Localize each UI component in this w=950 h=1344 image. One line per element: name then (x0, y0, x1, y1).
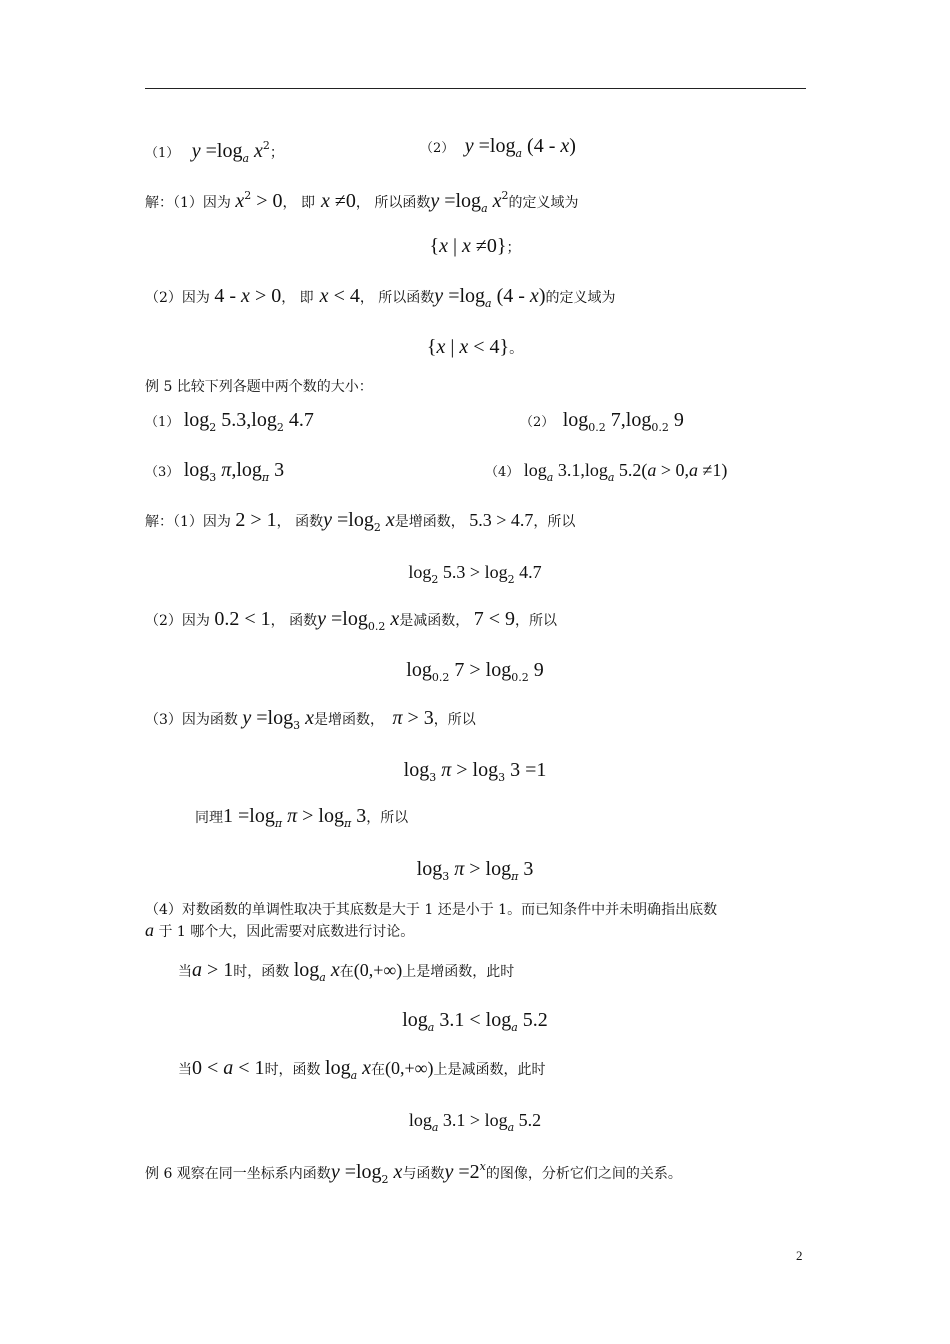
example-5-row-2: （3） $\log_3 \pi,\log_\pi$ 3 （4） $\log_a 3.1,\log_a$ 5.2(a > 0,a ≠1) (145, 459, 728, 484)
solution-line-2: （2）因为 4 - x > 0， 即 x < 4， 所以函数$y =\log_a$ (4 - x)的定义域为 (145, 285, 616, 310)
result-case-1: $\log_a 3.1 < \log_a 5.2$ (402, 1009, 548, 1034)
result-5-3a: $\log_3 \pi > \log_3 3 =1$ (403, 759, 547, 784)
solution-5-2: （2）因为 0.2 < 1， 函数$y =\log_{0.2}$ x是减函数， 7 < 9，所以 (145, 608, 557, 633)
problem-line-1: （1） $y =\log_a$ $x^2$； （2） $y =\log_a$ (4 - x) (145, 135, 576, 165)
page-number: 2 (796, 1248, 803, 1263)
example-5-heading: 例 5 比较下列各题中两个数的大小： (145, 379, 373, 395)
result-case-2: $\log_a 3.1 > \log_a 5.2$ (408, 1110, 542, 1134)
formula: y (191, 140, 201, 162)
solution-line-1: 解：（1）因为 $x^2 > 0$， 即 x ≠0， 所以函数$y =\log_a$ $x^2$的定义域为 (145, 189, 579, 215)
same-reason-line: 同理$1 =\log_\pi$ $\pi > \log_\pi 3$，所以 (195, 805, 409, 830)
solution-5-3: （3）因为函数 $y =\log_3$ x是增函数， π > 3，所以 (145, 707, 476, 732)
example-6: 例 6 观察在同一坐标系内函数$y =\log_2$ x与函数$y =2^x$的图像，分析它们之间的关系。 (145, 1160, 682, 1186)
example-5-row-1: （1） $\log_2 5.3,\log_2$ 4.7 （2） $\log_{0.2} 7,\log_{0.2}$ 9 (145, 409, 684, 434)
domain-result-1: {x | x ≠0}； (429, 235, 521, 257)
result-5-2: $\log_{0.2} 7 > \log_{0.2} 9$ (406, 659, 544, 684)
case-a-greater-1: 当a > 1时，函数 $\log_a x$在(0,+∞)上是增函数，此时 (178, 959, 515, 984)
solution-5-4-text: （4）对数函数的单调性取决于其底数是大于 1 还是小于 1。而已知条件中并未明确指出底数 (145, 902, 718, 918)
result-5-1: $\log_2 5.3 > \log_2 4.7$ (408, 562, 542, 586)
result-5-3b: $\log_3 \pi > \log_\pi 3$ (416, 858, 534, 883)
header-rule (145, 88, 806, 89)
domain-result-2: {x | x < 4}。 (426, 336, 524, 358)
solution-5-1: 解：（1）因为 2 > 1， 函数$y =\log_2$ x是增函数， 5.3 > 4.7，所以 (145, 509, 576, 534)
problem-2: （2） $y =\log_a$ (4 - x) (420, 135, 576, 160)
solution-5-4-text-2: a 于 1 哪个大，因此需要对底数进行讨论。 (145, 920, 415, 940)
case-a-less-1: 当0 < a < 1时，函数 $\log_a x$在(0,+∞)上是减函数，此时 (178, 1057, 546, 1082)
